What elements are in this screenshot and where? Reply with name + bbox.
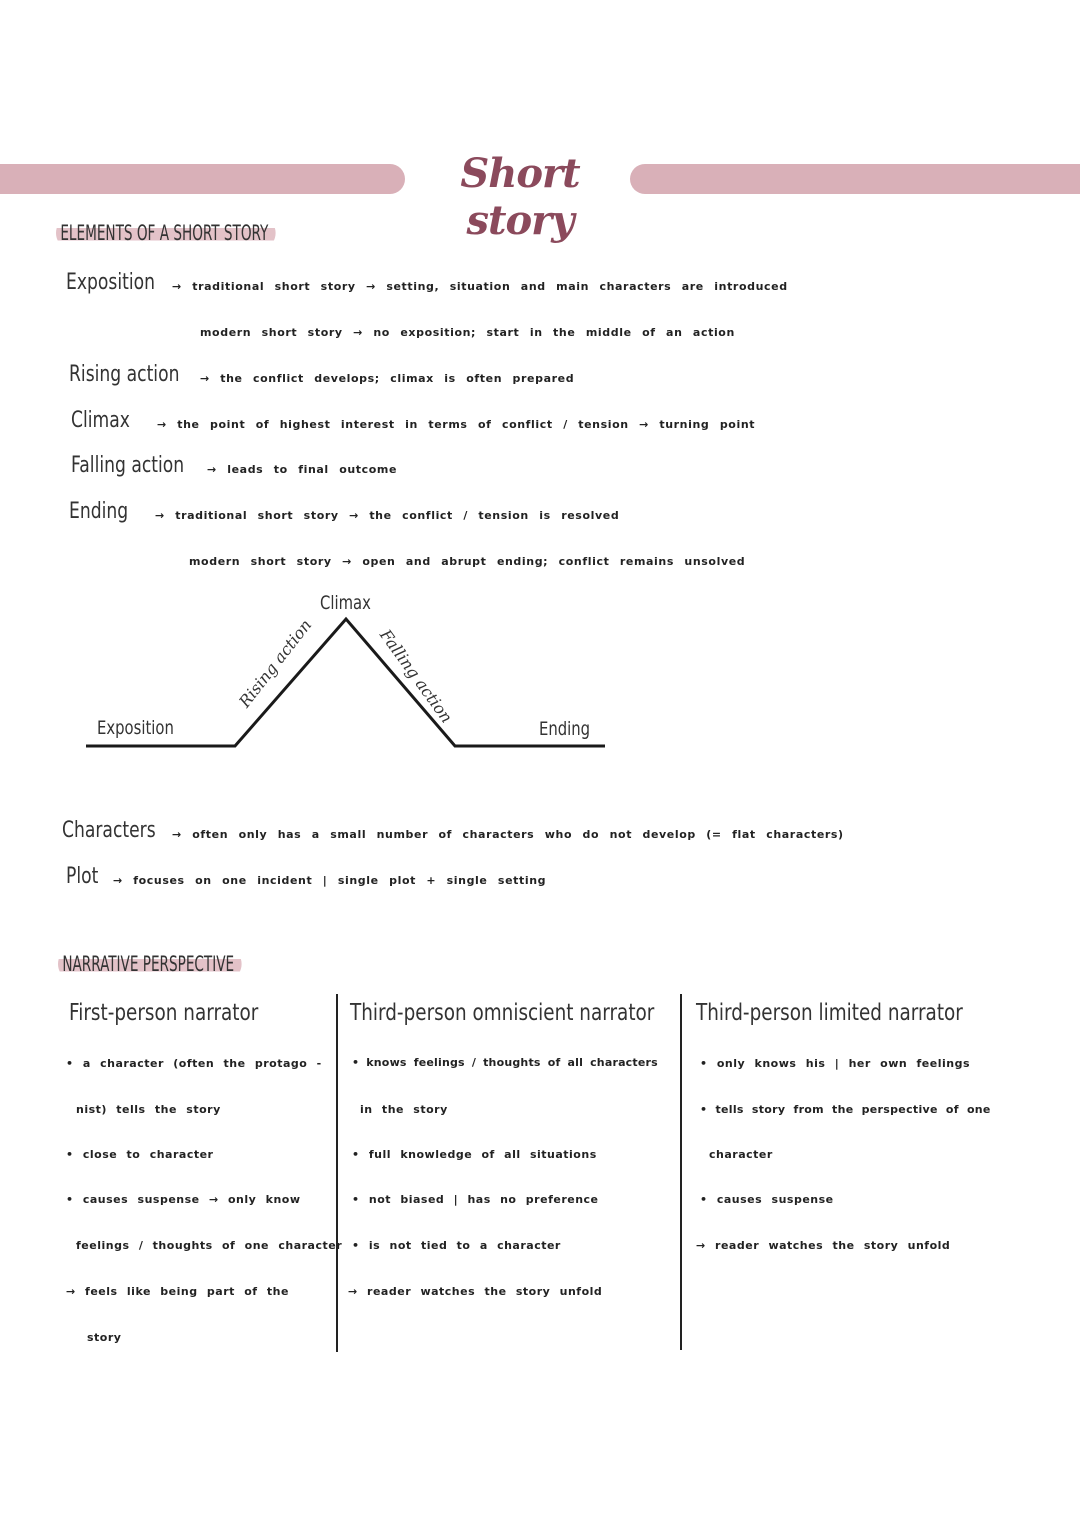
column-3-line-2: • tells story from the perspective of one (700, 1103, 991, 1116)
term-exposition: Exposition (66, 270, 155, 295)
column-1-line-3: • close to character (66, 1148, 214, 1161)
column-2-line-2: in the story (360, 1103, 448, 1116)
column-3-line-5: → reader watches the story unfold (696, 1239, 951, 1252)
note-rising-action: → the conflict develops; climax is often prepared (200, 372, 575, 385)
column-2-line-6: → reader watches the story unfold (348, 1285, 603, 1298)
column-title-third-person-limited: Third-person limited narrator (696, 1000, 963, 1026)
column-divider-2 (680, 994, 682, 1350)
column-title-third-person-omniscient: Third-person omniscient narrator (350, 1000, 655, 1026)
term-climax: Climax (71, 408, 130, 433)
column-3-line-1: • only knows his | her own feelings (700, 1057, 971, 1070)
column-2-line-3: • full knowledge of all situations (352, 1148, 597, 1161)
section-heading-elements: ELEMENTS OF A SHORT STORY (56, 220, 276, 246)
column-1-line-1: • a character (often the protago - (66, 1057, 322, 1070)
note-plot: → focuses on one incident | single plot + single setting (113, 874, 547, 887)
note-climax: → the point of highest interest in terms of conflict / tension → turning point (157, 418, 756, 431)
term-characters: Characters (62, 818, 156, 843)
section-heading-narrative-perspective: NARRATIVE PERSPECTIVE (58, 951, 241, 977)
page-title: Short story (460, 150, 580, 244)
column-2-line-1: • knows feelings / thoughts of all characters (352, 1056, 658, 1069)
term-falling-action: Falling action (71, 453, 185, 478)
column-1-line-7: story (87, 1331, 122, 1344)
column-1-line-6: → feels like being part of the (66, 1285, 289, 1298)
column-1-line-5: feelings / thoughts of one character (76, 1239, 343, 1252)
term-ending: Ending (69, 499, 129, 524)
column-2-line-4: • not biased | has no preference (352, 1193, 599, 1206)
column-divider-1 (336, 994, 338, 1352)
note-ending-traditional: → traditional short story → the conflict / tension is resolved (155, 509, 620, 522)
diagram-label-falling-action: Falling action (376, 625, 457, 727)
diagram-label-rising-action: Rising action (235, 615, 316, 711)
column-1-line-4: • causes suspense → only know (66, 1193, 301, 1206)
note-ending-modern: modern short story → open and abrupt ending; conflict remains unsolved (189, 555, 746, 568)
column-2-line-5: • is not tied to a character (352, 1239, 561, 1252)
note-exposition-traditional: → traditional short story → setting, situation and main characters are introduced (172, 280, 788, 293)
column-title-first-person: First-person narrator (69, 1000, 259, 1026)
column-3-line-4: • causes suspense (700, 1193, 834, 1206)
column-1-line-2: nist) tells the story (76, 1103, 221, 1116)
diagram-label-exposition: Exposition (97, 717, 174, 739)
term-plot: Plot (66, 864, 99, 889)
diagram-label-climax: Climax (320, 592, 371, 614)
note-falling-action: → leads to final outcome (207, 463, 398, 476)
note-characters: → often only has a small number of characters who do not develop (= flat characters) (172, 828, 844, 841)
column-3-line-3: character (709, 1148, 773, 1161)
diagram-label-ending: Ending (539, 718, 591, 740)
note-exposition-modern: modern short story → no exposition; start in the middle of an action (200, 326, 735, 339)
term-rising-action: Rising action (69, 362, 180, 387)
